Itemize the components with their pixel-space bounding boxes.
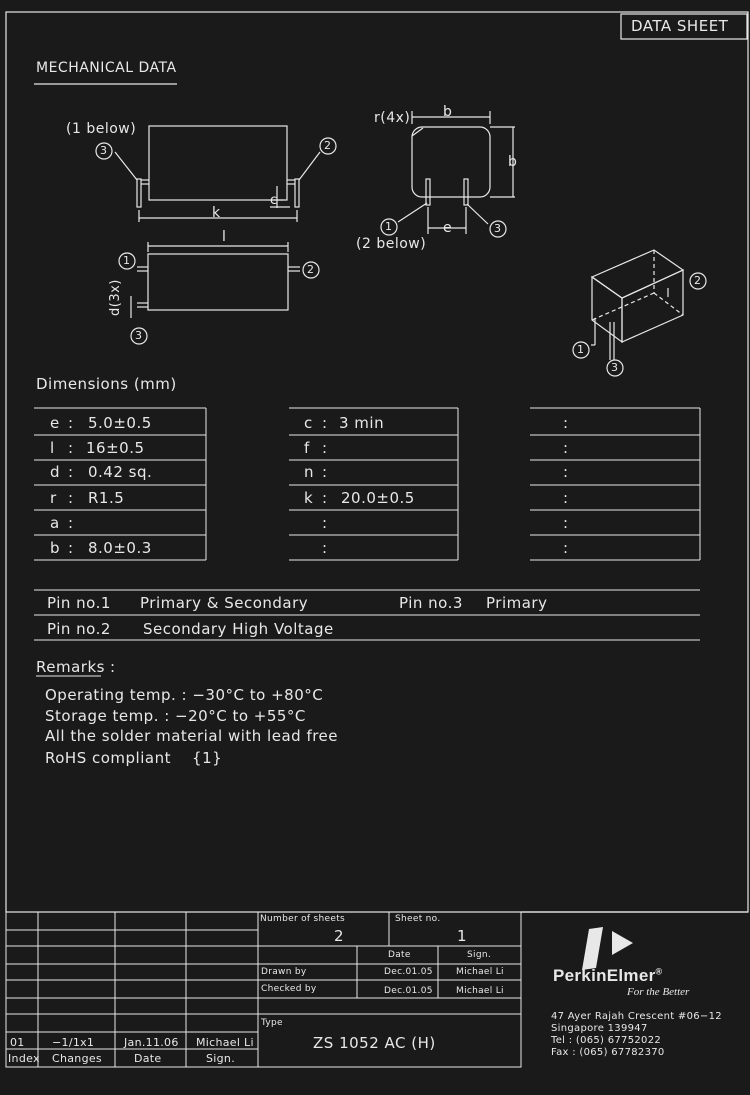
drawn-by-label: Drawn by bbox=[261, 967, 307, 977]
dim-value: 8.0±0.3 bbox=[88, 539, 152, 557]
company-address1: 47 Ayer Rajah Crescent #06−12 bbox=[551, 1011, 722, 1022]
dim-value: 5.0±0.5 bbox=[88, 414, 152, 432]
dim-b-top-label: b bbox=[443, 104, 453, 120]
dim-e-label: e bbox=[443, 220, 453, 236]
dim-sep: : bbox=[322, 414, 328, 432]
dim-sep: : bbox=[68, 414, 74, 432]
dim-sep: : bbox=[68, 463, 74, 481]
pin-1-num-top: 1 bbox=[385, 220, 393, 233]
dim-sep: : bbox=[563, 463, 569, 481]
dim-value: 20.0±0.5 bbox=[341, 489, 415, 507]
dim-key: a bbox=[50, 514, 60, 532]
dim-sep: : bbox=[563, 414, 569, 432]
drawn-date: Dec.01.05 bbox=[384, 967, 433, 977]
pin3-label: Pin no.3 bbox=[399, 594, 463, 612]
dim-d3x-label: d(3x) bbox=[108, 279, 123, 316]
dim-sep: : bbox=[563, 439, 569, 457]
dimensions-title: Dimensions (mm) bbox=[36, 375, 177, 393]
pin2-desc: Secondary High Voltage bbox=[143, 620, 334, 638]
company-address2: Singapore 139947 bbox=[551, 1023, 648, 1034]
dim-sep: : bbox=[322, 463, 328, 481]
checked-date: Dec.01.05 bbox=[384, 986, 433, 996]
dim-l-label: l bbox=[222, 229, 227, 245]
rev-date: Jan.11.06 bbox=[124, 1036, 179, 1049]
rev-sign: Michael Li bbox=[196, 1036, 254, 1049]
dim-sep: : bbox=[322, 489, 328, 507]
rev-changes: −1/1x1 bbox=[52, 1036, 95, 1049]
dim-sep: : bbox=[68, 489, 74, 507]
dim-key: e bbox=[50, 414, 60, 432]
dim-key: c bbox=[304, 414, 313, 432]
col-sign: Sign. bbox=[206, 1052, 235, 1065]
drawn-sign: Michael Li bbox=[456, 967, 504, 977]
pin-3-num-iso: 3 bbox=[611, 361, 619, 374]
dim-sep: : bbox=[322, 539, 328, 557]
checked-sign: Michael Li bbox=[456, 986, 504, 996]
dim-b-side-label: b bbox=[508, 154, 518, 170]
remark-line: Operating temp. : −30°C to +80°C bbox=[45, 686, 324, 704]
company-fax: Fax : (065) 67782370 bbox=[551, 1047, 665, 1058]
pin-2-num-bottom: 2 bbox=[307, 263, 315, 276]
dim-sep: : bbox=[563, 489, 569, 507]
pin-3-num-side: 3 bbox=[100, 144, 108, 157]
dim-key: k bbox=[304, 489, 314, 507]
dim-k-label: k bbox=[212, 205, 221, 221]
col-date: Date bbox=[134, 1052, 162, 1065]
pin3-desc: Primary bbox=[486, 594, 548, 612]
dim-value: 0.42 sq. bbox=[88, 463, 153, 481]
dim-c-label: c bbox=[270, 193, 278, 208]
sheet-no-value: 1 bbox=[457, 927, 468, 945]
dim-key: r bbox=[50, 489, 57, 507]
pin-1-num-iso: 1 bbox=[577, 343, 585, 356]
dim-value: R1.5 bbox=[88, 489, 125, 507]
sheet-no-label: Sheet no. bbox=[395, 914, 441, 924]
remarks-colon: : bbox=[110, 658, 116, 676]
dim-sep: : bbox=[563, 539, 569, 557]
pin-1-num-bottom: 1 bbox=[123, 254, 131, 267]
company-tagline: For the Better bbox=[627, 986, 690, 998]
dim-key: f bbox=[304, 439, 310, 457]
dim-sep: : bbox=[68, 514, 74, 532]
pin1-label: Pin no.1 bbox=[47, 594, 111, 612]
pin-3-num-top: 3 bbox=[494, 222, 502, 235]
pin1-desc: Primary & Secondary bbox=[140, 594, 309, 612]
dim-key: n bbox=[304, 463, 315, 481]
dim-sep: : bbox=[68, 439, 74, 457]
dim-value: 3 min bbox=[339, 414, 385, 432]
sheets-value: 2 bbox=[334, 927, 345, 945]
dim-value: 16±0.5 bbox=[86, 439, 145, 457]
company-name: PerkinElmer® bbox=[553, 966, 663, 985]
dim-sep: : bbox=[322, 439, 328, 457]
checked-by-label: Checked by bbox=[261, 984, 317, 994]
col-changes: Changes bbox=[52, 1052, 102, 1065]
label-one-below: (1 below) bbox=[66, 121, 137, 137]
sheets-label: Number of sheets bbox=[260, 914, 346, 924]
dim-sep: : bbox=[68, 539, 74, 557]
pin-3-num-bottom: 3 bbox=[135, 329, 143, 342]
col-index: Index bbox=[8, 1052, 40, 1065]
pin-2-num-iso: 2 bbox=[694, 274, 702, 287]
date-header: Date bbox=[388, 950, 411, 960]
company-reg-mark: ® bbox=[655, 966, 663, 977]
rev-index: 01 bbox=[10, 1036, 25, 1049]
dim-key: d bbox=[50, 463, 61, 481]
pin2-label: Pin no.2 bbox=[47, 620, 111, 638]
remark-line: All the solder material with lead free bbox=[45, 727, 339, 745]
label-two-below: (2 below) bbox=[356, 236, 427, 252]
dim-sep: : bbox=[322, 514, 328, 532]
dim-r4x-label: r(4x) bbox=[374, 110, 411, 126]
sign-header: Sign. bbox=[467, 950, 491, 960]
section-title: MECHANICAL DATA bbox=[36, 60, 177, 76]
remark-line: RoHS compliant {1} bbox=[45, 749, 223, 767]
dim-key: l bbox=[50, 439, 55, 457]
dim-key: b bbox=[50, 539, 61, 557]
company-tel: Tel : (065) 67752022 bbox=[551, 1035, 662, 1046]
remark-line: Storage temp. : −20°C to +55°C bbox=[45, 707, 306, 725]
type-label: Type bbox=[261, 1018, 283, 1028]
dim-sep: : bbox=[563, 514, 569, 532]
type-value: ZS 1052 AC (H) bbox=[313, 1034, 436, 1052]
remarks-title: Remarks bbox=[36, 658, 105, 676]
pin-2-num-side: 2 bbox=[324, 139, 332, 152]
doc-type-label: DATA SHEET bbox=[631, 17, 729, 35]
